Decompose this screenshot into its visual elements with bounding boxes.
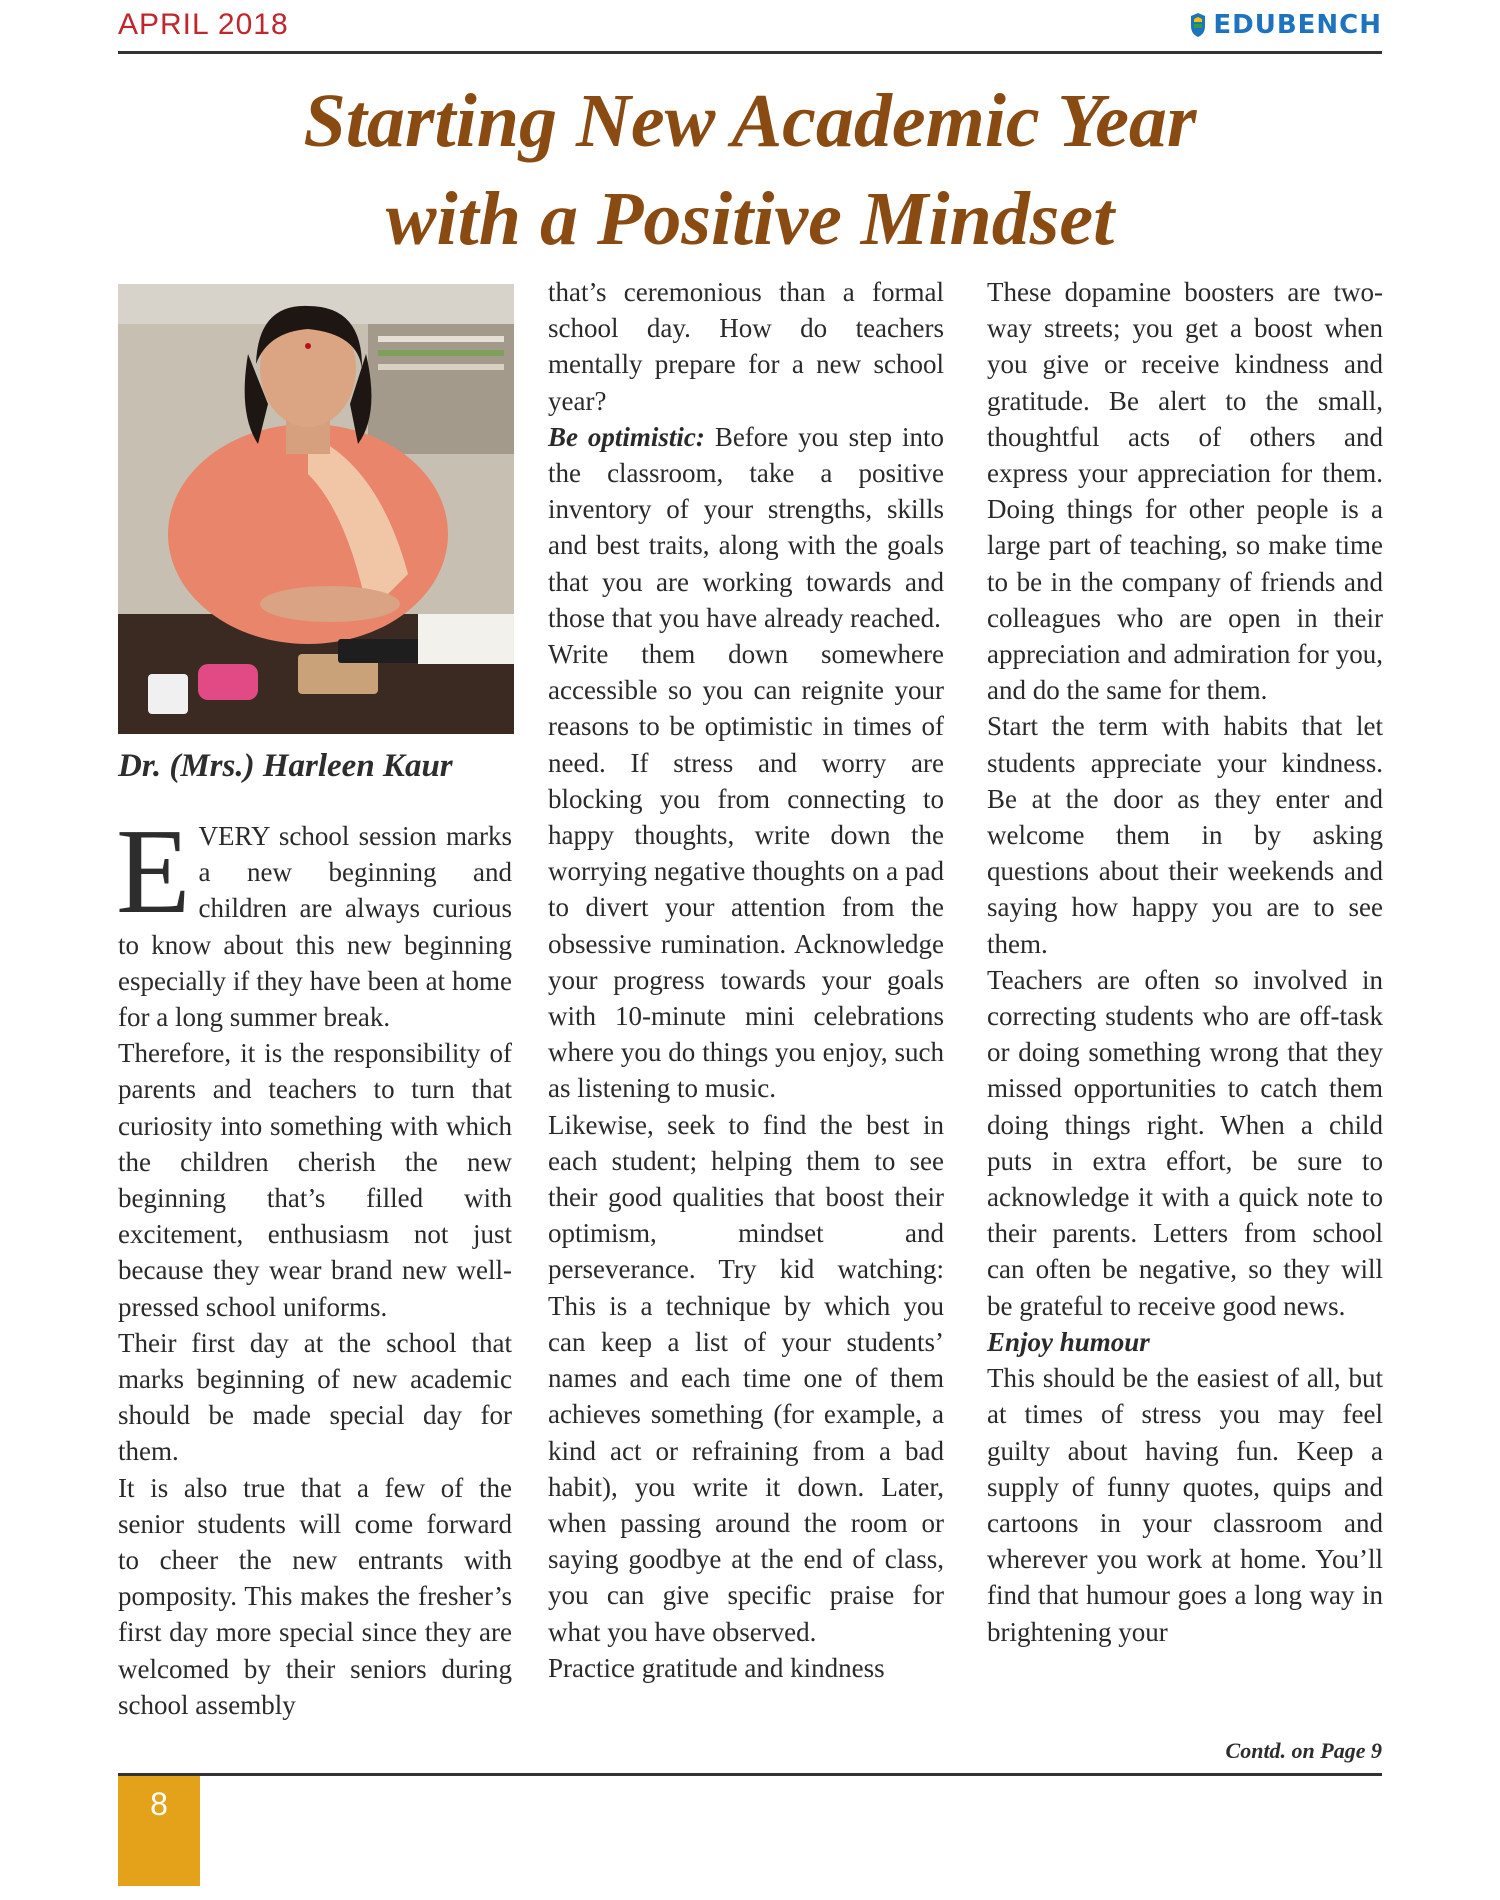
paragraph: Therefore, it is the responsibility of parents and teachers to turn that curiosity into something with which the children cherish the new beginning that’s filled with excitement, enthusiasm not just because they wear brand new well-pressed school uniforms. xyxy=(118,1038,512,1322)
paragraph: Teachers are often so involved in correcting students who are off-task or doing something wrong that they missed opportunities to catch them doing things right. When a child puts in extra effort, be sure to acknowledge it with a quick note to their parents. Letters from school can often be negative, so they will be grateful to receive good news. xyxy=(987,964,1383,1321)
continued-note: Contd. on Page 9 xyxy=(1225,1738,1382,1763)
paragraph: Practice gratitude and kindness xyxy=(548,1652,885,1683)
paragraph xyxy=(548,419,944,636)
brand-logo xyxy=(1189,10,1382,40)
paragraph: Their first day at the school that marks beginning of new academic should be made special day for them. xyxy=(118,1327,512,1467)
page-number-tab xyxy=(118,1776,200,1886)
article-column-1 xyxy=(116,804,512,1723)
issue-date: APRIL 2018 xyxy=(118,8,289,41)
footer-divider xyxy=(118,1773,1382,1776)
paragraph: Likewise, seek to find the best in each student; helping them to see their good qualities that boost their optimism, mindset and perseverance. Try kid watching: This is a technique by which you can keep a list of your students’ names and each time one of them achieves something (for example, a kind act or refraining from a bad habit), you write it down. Later, when passing around the room or saying goodbye at the end of class, you can give specific praise for what you have observed. xyxy=(548,1109,944,1647)
paragraph: Start the term with habits that let students appreciate your kindness. Be at the door as they enter and welcome them in by asking questions about their weekends and saying how happy you are to see them. xyxy=(987,711,1383,959)
author-photo xyxy=(118,284,514,734)
paragraph: These dopamine boosters are two-way streets; you get a boost when you give or receive kindness and gratitude. Be alert to the small, thoughtful acts of others and express your appreciation for them. Doing things for other people is a large part of teaching, so make time to be in the company of friends and colleagues who are open in their appreciation and admiration for you, and do the same for them. xyxy=(987,277,1383,706)
author-portrait-illustration xyxy=(118,284,514,734)
article-title xyxy=(118,72,1382,268)
paragraph-text: Before you step into the classroom, take a positive inventory of your strengths, skills and best traits, along with the goals that you are working towards and those that you have already reached. xyxy=(548,421,944,633)
paragraph-text: VERY school session marks a new beginning and children are always curious to know about this new beginning especially if they have been at home for a long summer break. xyxy=(118,821,512,1033)
paragraph xyxy=(116,804,512,1035)
page-number: 8 xyxy=(150,1786,168,1822)
section-heading: Enjoy humour xyxy=(987,1326,1150,1357)
title-line-2: with a Positive Mindset xyxy=(385,177,1115,261)
paragraph: Write them down somewhere accessible so you can reignite your reasons to be optimistic in times of need. If stress and worry are blocking you from connecting to happy thoughts, write down the worrying negative thoughts on a pad to divert your attention from the obsessive rumination. Acknowledge your progress towards your goals with 10-minute mini celebrations where you do things you enjoy, such as listening to music. xyxy=(548,639,944,1104)
title-line-1: Starting New Academic Year xyxy=(303,79,1197,163)
header-divider xyxy=(118,51,1382,54)
edubench-emblem-icon xyxy=(1189,12,1207,38)
article-column-3 xyxy=(987,274,1383,1650)
section-lead: Be optimistic: xyxy=(548,421,705,452)
drop-cap: E xyxy=(116,804,191,939)
paragraph: It is also true that a few of the senior students will come forward to cheer the new entrants with pomposity. This makes the fresher’s first day more special since they are welcomed by their seniors during school assembly xyxy=(118,1472,512,1720)
author-byline: Dr. (Mrs.) Harleen Kaur xyxy=(118,748,453,784)
paragraph: This should be the easiest of all, but at times of stress you may feel guilty about having fun. Keep a supply of funny quotes, quips and cartoons in your classroom and wherever you work at home. You’ll find that humour goes a long way in brightening your xyxy=(987,1363,1383,1647)
article-column-2 xyxy=(548,274,944,1686)
paragraph: that’s ceremonious than a formal school day. How do teachers mentally prepare for a new school year? xyxy=(548,277,944,416)
brand-name: EDUBENCH xyxy=(1213,10,1382,40)
